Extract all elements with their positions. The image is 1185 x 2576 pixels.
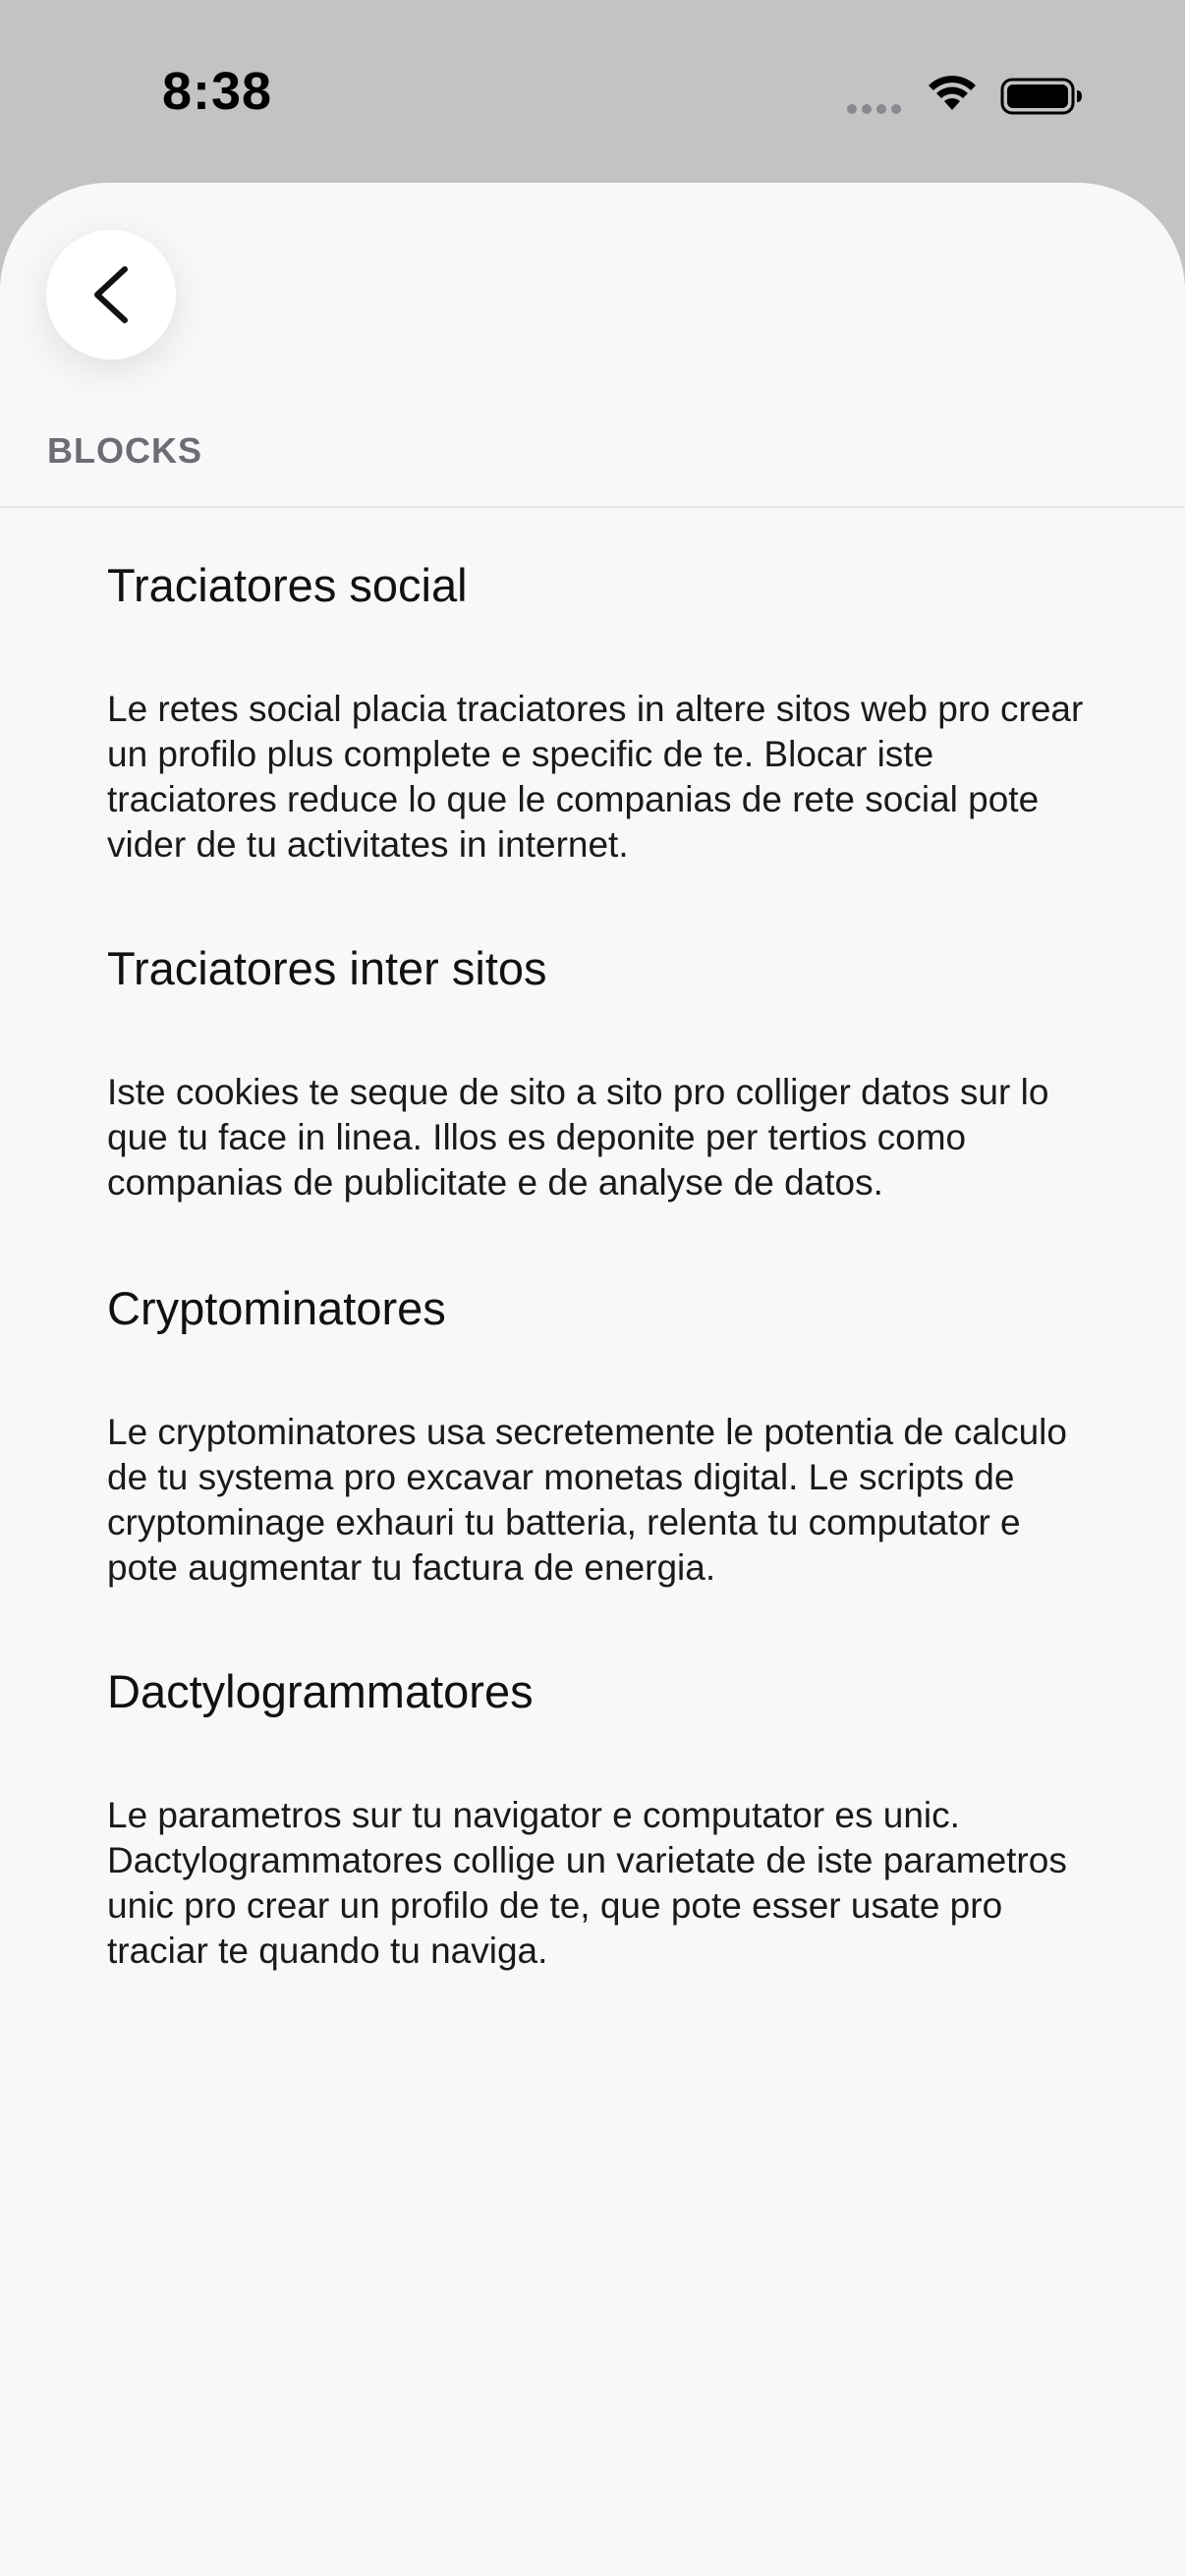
- block-description: Iste cookies te seque de sito a sito pro colliger datos sur lo que tu face in linea. Illos es deponite per tertios como companias de publicitate e de analyse de datos.: [107, 1072, 1049, 1203]
- block-title: Traciatores social: [107, 559, 468, 611]
- back-button[interactable]: [46, 230, 176, 360]
- block-title: Dactylogrammatores: [107, 1665, 534, 1717]
- block-social-trackers: [107, 558, 1090, 868]
- status-bar: [0, 0, 1185, 183]
- block-cross-site-trackers: [107, 941, 1090, 1205]
- block-description: Le retes social placia traciatores in altere sitos web pro crear un profilo plus complete e specific de te. Blocar iste traciatores reduce lo que le companias de rete social pote vider de tu activitates in internet.: [107, 689, 1084, 865]
- chevron-left-icon: [89, 265, 133, 324]
- block-title: Traciatores inter sitos: [107, 942, 547, 994]
- block-description: Le cryptominatores usa secretemente le potentia de calculo de tu systema pro excavar monetas digital. Le scripts de cryptominage exhauri tu batteria, relenta tu computator e pote augmentar tu factura de energia.: [107, 1412, 1067, 1588]
- battery-icon: [1000, 77, 1083, 116]
- wifi-icon: [927, 75, 978, 114]
- block-cryptominers: [107, 1281, 1090, 1591]
- cellular-signal-icon: [847, 104, 901, 114]
- divider: [0, 506, 1185, 508]
- block-title: Cryptominatores: [107, 1282, 446, 1334]
- section-header: BLOCKS: [47, 430, 202, 471]
- block-description: Le parametros sur tu navigator e computator es unic. Dactylogrammatores collige un varietate de iste parametros unic pro crear un profilo de te, que pote esser usate pro traciar te quando tu naviga.: [107, 1795, 1067, 1971]
- block-fingerprinters: [107, 1664, 1090, 1974]
- blocks-sheet: [0, 183, 1185, 2576]
- status-time: 8:38: [162, 62, 273, 121]
